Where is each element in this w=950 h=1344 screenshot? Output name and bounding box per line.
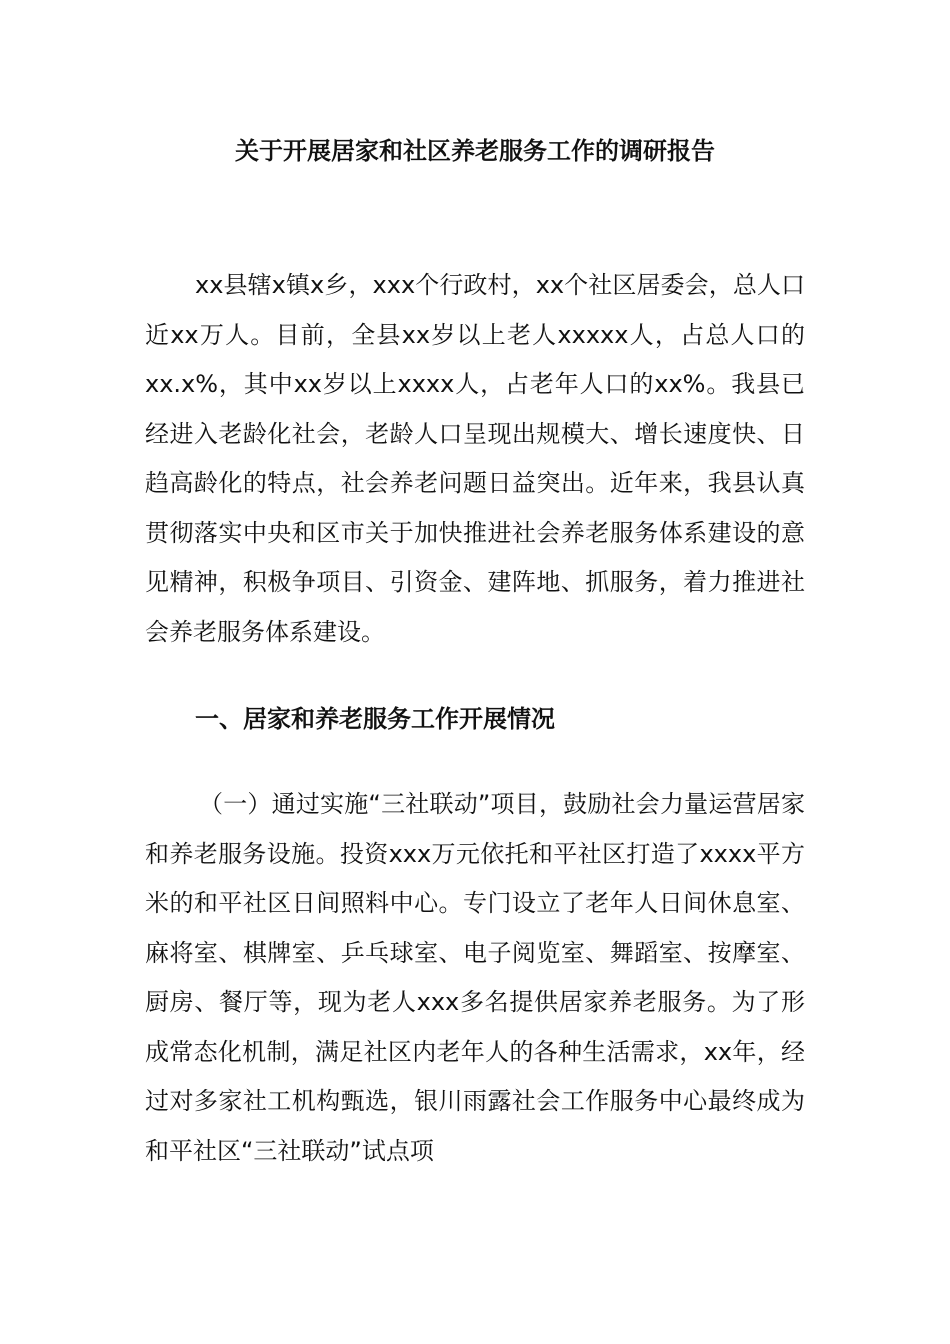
intro-paragraph: xx县辖x镇x乡，xxx个行政村，xx个社区居委会，总人口近xx万人。目前，全县xx岁以上老人xxxxx人，占总人口的xx.x%，其中xx岁以上xxxx人，占老年人口的xx%。我县已经进入老龄化社会，老龄人口呈现出规模大、增长速度快、日趋高龄化的特点，社会养老问题日益突出。近年来，我县认真贯彻落实中央和区市关于加快推进社会养老服务体系建设的意见精神，积极争项目、引资金、建阵地、抓服务，着力推进社会养老服务体系建设。 — [145, 271, 805, 646]
section-paragraph: （一）通过实施“三社联动”项目，鼓励社会力量运营居家和养老服务设施。投资xxx万元依托和平社区打造了xxxx平方米的和平社区日间照料中心。专门设立了老年人日间休息室、麻将室、棋牌室、乒乓球室、电子阅览室、舞蹈室、按摩室、厨房、餐厅等，现为老人xxx多名提供居家养老服务。为了形成常态化机制，满足社区内老年人的各种生活需求，xx年，经过对多家社工机构甄选，银川雨露社会工作服务中心最终成为和平社区“三社联动”试点项 — [145, 790, 805, 1165]
document-title: 关于开展居家和社区养老服务工作的调研报告 — [235, 137, 715, 165]
section-heading: 一、居家和养老服务工作开展情况 — [195, 705, 555, 733]
